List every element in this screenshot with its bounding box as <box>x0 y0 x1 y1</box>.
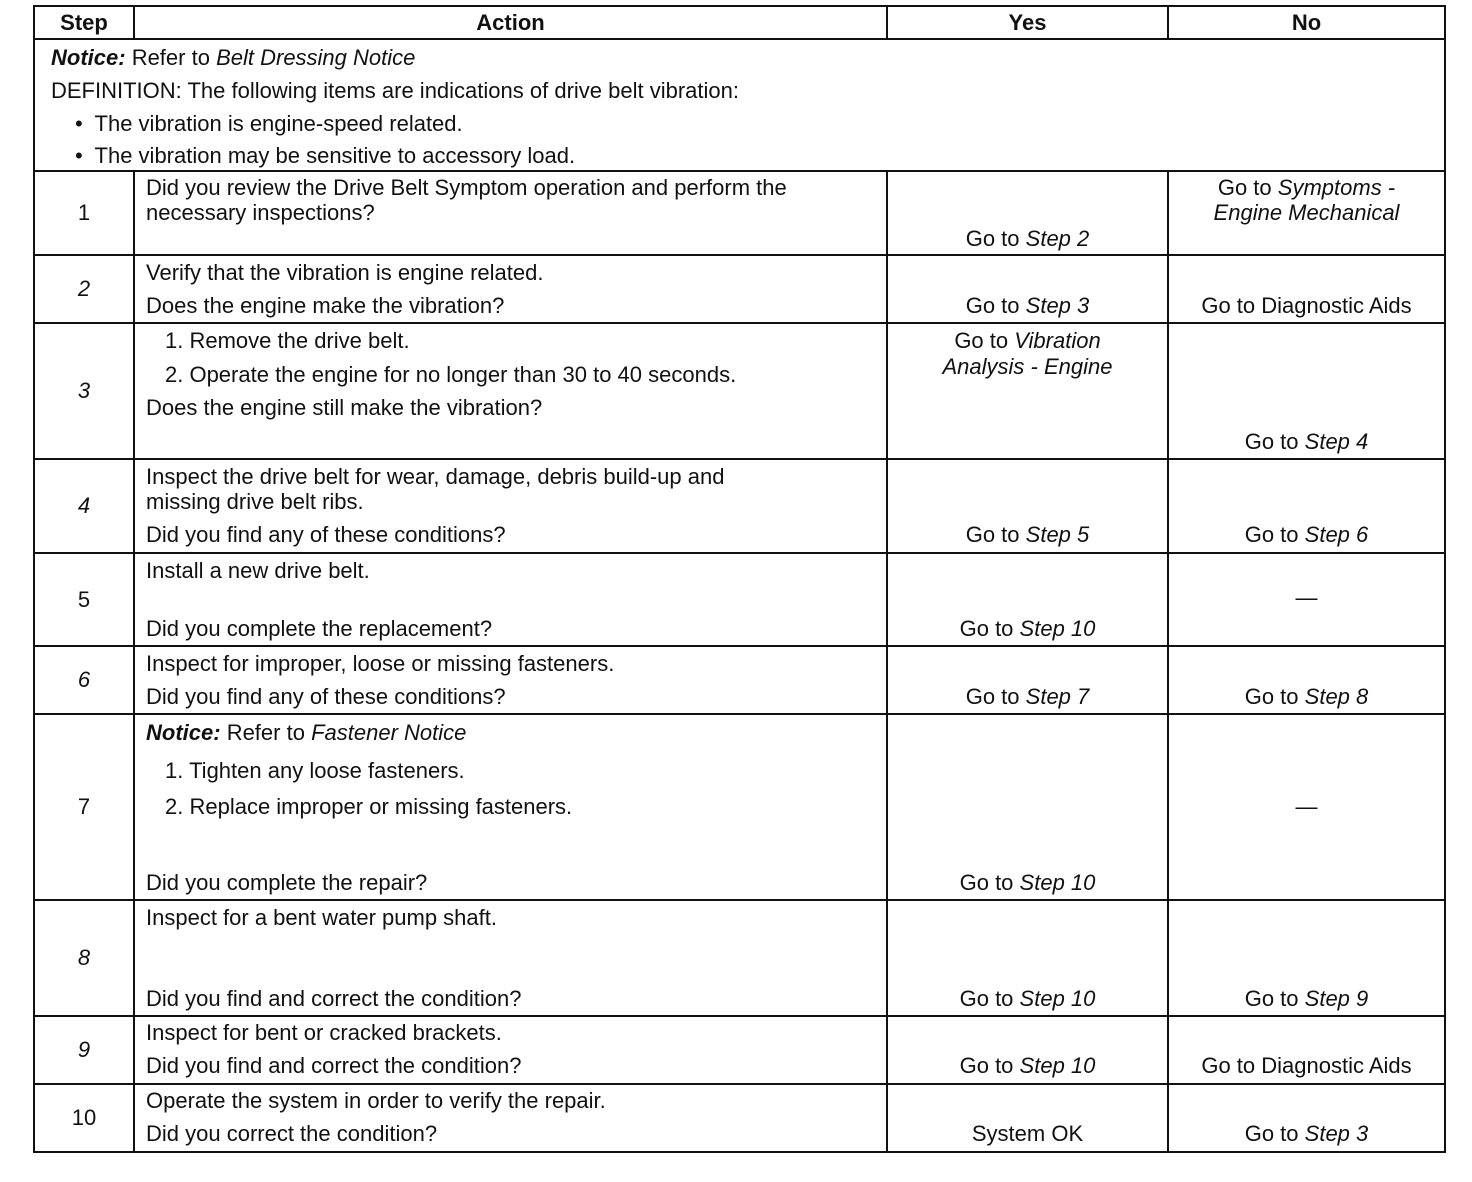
table-row <box>34 714 1445 900</box>
table-row <box>34 1016 1445 1084</box>
table-row <box>34 1084 1445 1152</box>
table-row <box>34 323 1445 459</box>
yes-outcome: Go to Step 10 <box>959 1053 1096 1078</box>
no-outcome: Go to Diagnostic Aids <box>1201 293 1412 318</box>
action-line: Did you find any of these conditions? <box>146 522 506 547</box>
action-line: Inspect the drive belt for wear, damage, debris build-up and <box>146 464 725 489</box>
no-outcome: Go to Step 4 <box>1244 429 1369 454</box>
no-outcome: Go to Step 6 <box>1244 522 1369 547</box>
yes-outcome: Go to Step 10 <box>959 986 1096 1011</box>
table-row <box>34 900 1445 1016</box>
step-number: 9 <box>77 1037 91 1062</box>
step-number: 7 <box>34 714 134 900</box>
action-line: Operate the system in order to verify the repair. <box>146 1088 606 1113</box>
action-line: 1. Remove the drive belt. <box>165 328 410 353</box>
intro-definition: DEFINITION: The following items are indications of drive belt vibration: <box>51 78 739 103</box>
no-outcome: Go to Diagnostic Aids <box>1201 1053 1412 1078</box>
header-yes: Yes <box>887 6 1168 39</box>
action-line: necessary inspections? <box>146 200 375 225</box>
yes-outcome-cont: Analysis - Engine <box>942 354 1113 379</box>
yes-outcome: Go to Step 7 <box>965 684 1090 709</box>
action-line: Did you review the Drive Belt Symptom operation and perform the <box>146 175 787 200</box>
action-line: 2. Operate the engine for no longer than 30 to 40 seconds. <box>165 362 737 387</box>
yes-outcome: Go to Step 2 <box>965 226 1090 251</box>
intro-row <box>34 39 1445 171</box>
header-action: Action <box>134 6 887 39</box>
action-line: Inspect for bent or cracked brackets. <box>146 1020 502 1045</box>
yes-outcome: Go to Step 10 <box>959 616 1096 641</box>
table-row <box>34 553 1445 646</box>
no-outcome: Go to Symptoms - <box>1217 175 1396 200</box>
no-outcome: Go to Step 9 <box>1244 986 1369 1011</box>
no-outcome: Go to Step 8 <box>1244 684 1369 709</box>
action-line: Inspect for improper, loose or missing fasteners. <box>146 651 615 676</box>
action-line: Did you complete the repair? <box>146 870 428 895</box>
step-number: 5 <box>34 553 134 646</box>
step7-notice: Notice: Refer to Fastener Notice <box>146 720 467 745</box>
action-line: Does the engine still make the vibration? <box>146 395 543 420</box>
step-number: 3 <box>77 378 91 403</box>
no-outcome-cont: Engine Mechanical <box>1213 200 1400 225</box>
action-line: Inspect for a bent water pump shaft. <box>146 905 497 930</box>
action-line: Did you complete the replacement? <box>146 616 493 641</box>
step-number: 10 <box>34 1084 134 1152</box>
step-number: 4 <box>77 493 91 518</box>
yes-outcome: Go to Step 10 <box>959 870 1096 895</box>
action-line: Did you find any of these conditions? <box>146 684 506 709</box>
table-row <box>34 459 1445 553</box>
header-step: Step <box>34 6 134 39</box>
action-line: 1. Tighten any loose fasteners. <box>165 758 465 783</box>
header-no: No <box>1168 6 1445 39</box>
bullet-2: • The vibration may be sensitive to accessory load. <box>75 143 576 168</box>
header-row <box>34 6 1445 39</box>
action-line: 2. Replace improper or missing fasteners. <box>165 794 573 819</box>
yes-outcome: Go to Vibration <box>954 328 1101 353</box>
table-row <box>34 255 1445 323</box>
intro-notice: Notice: Refer to Belt Dressing Notice <box>51 45 416 70</box>
action-line: Did you find and correct the condition? <box>146 1053 522 1078</box>
action-line: missing drive belt ribs. <box>146 489 364 514</box>
table-row <box>34 171 1445 255</box>
action-line: Did you correct the condition? <box>146 1121 438 1146</box>
yes-outcome: Go to Step 5 <box>965 522 1090 547</box>
step-number: 2 <box>77 276 91 301</box>
yes-outcome: System OK <box>971 1121 1084 1146</box>
step-number: 6 <box>77 667 91 692</box>
intro-block <box>35 40 1444 170</box>
action-line: Did you find and correct the condition? <box>146 986 522 1011</box>
bullet-1: • The vibration is engine-speed related. <box>75 111 463 136</box>
diagnostic-table <box>33 5 1446 1153</box>
yes-outcome: Go to Step 3 <box>965 293 1090 318</box>
no-outcome: Go to Step 3 <box>1244 1121 1369 1146</box>
action-line: Verify that the vibration is engine related. <box>146 260 544 285</box>
table-row <box>34 646 1445 714</box>
action-line: Install a new drive belt. <box>146 558 370 583</box>
no-outcome: — <box>1295 794 1318 819</box>
step-number: 8 <box>77 945 91 970</box>
action-line: Does the engine make the vibration? <box>146 293 505 318</box>
no-outcome: — <box>1295 585 1318 610</box>
step-number: 1 <box>34 171 134 255</box>
